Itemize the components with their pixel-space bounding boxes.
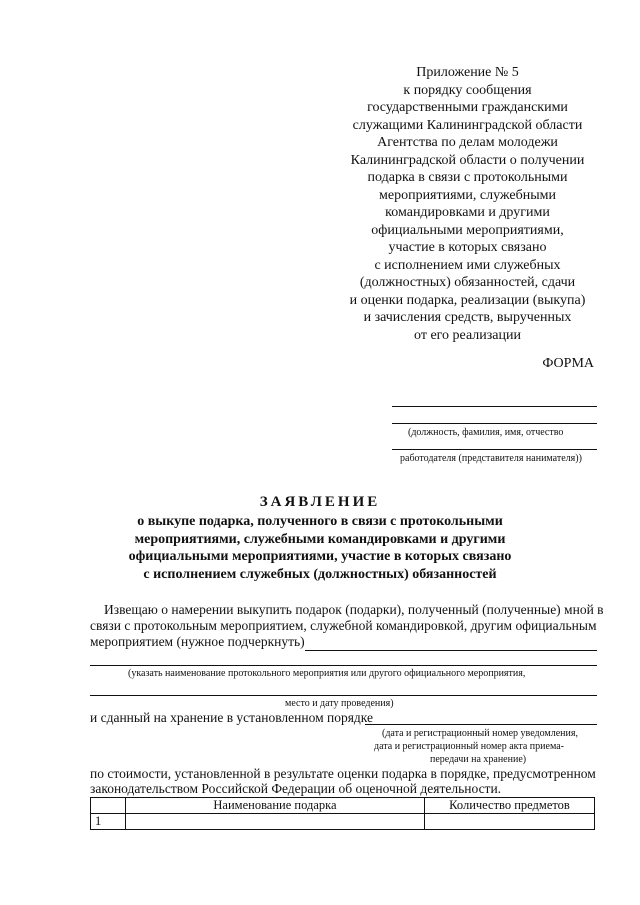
event-place-hint: место и дату проведения) bbox=[285, 698, 394, 709]
appendix-line: участие в которых связано bbox=[388, 240, 547, 255]
subject-line: о выкупе подарка, полученного в связи с протокольными bbox=[137, 514, 503, 529]
subject-line: мероприятиями, служебными командировками и другими bbox=[134, 531, 506, 547]
appendix-line: командировками и другими bbox=[385, 205, 550, 220]
table-header-cell bbox=[91, 798, 126, 814]
appendix-line: подарка в связи с протокольными bbox=[367, 170, 568, 185]
addressee-line-2[interactable] bbox=[392, 423, 597, 424]
registration-hint-3: передачи на хранение) bbox=[430, 754, 527, 765]
document-title: ЗАЯВЛЕНИЕ bbox=[259, 494, 381, 510]
appendix-line: государственными гражданскими bbox=[367, 100, 568, 115]
table-header-row bbox=[91, 798, 595, 814]
table-row bbox=[91, 814, 595, 830]
table-cell: 1 bbox=[91, 814, 126, 830]
table-cell[interactable] bbox=[126, 814, 425, 830]
form-label: ФОРМА bbox=[542, 356, 594, 371]
appendix-line: и оценки подарка, реализации (выкупа) bbox=[349, 292, 586, 308]
appendix-line: Калининградской области о получении bbox=[350, 152, 585, 168]
appendix-line: официальными мероприятиями, bbox=[371, 222, 564, 238]
addressee-line-3[interactable] bbox=[392, 449, 597, 450]
appendix-header bbox=[330, 64, 605, 344]
appendix-line: с исполнением ими служебных bbox=[374, 257, 561, 273]
subject-line: с исполнением служебных (должностных) обязанностей bbox=[143, 566, 497, 582]
registration-hint-1: (дата и регистрационный номер уведомления, bbox=[382, 728, 578, 739]
addressee-caption-2: работодателя (представителя нанимателя)) bbox=[400, 453, 582, 464]
appendix-line: Приложение № 5 bbox=[416, 65, 519, 80]
event-name-field[interactable] bbox=[90, 665, 597, 666]
event-name-hint: (указать наименование протокольного мероприятия или другого официального мероприятия, bbox=[128, 668, 526, 679]
appendix-line: (должностных) обязанностей, сдачи bbox=[359, 275, 576, 290]
event-type-field[interactable] bbox=[305, 650, 597, 651]
addressee-caption-1: (должность, фамилия, имя, отчество bbox=[408, 427, 564, 438]
appendix-line: Агентства по делам молодежи bbox=[377, 135, 558, 150]
document-subject bbox=[90, 513, 550, 583]
table-header-cell: Количество предметов bbox=[425, 798, 595, 814]
addressee-line-1[interactable] bbox=[392, 406, 597, 407]
subject-line: официальными мероприятиями, участие в которых связано bbox=[128, 549, 512, 564]
body-line: законодательством Российской Федерации об оценочной деятельности. bbox=[90, 781, 502, 796]
body-line: связи с протокольным мероприятием, служебной командировкой, другим официальным bbox=[90, 618, 597, 633]
gifts-table bbox=[90, 797, 595, 830]
body-line: по стоимости, установленной в результате оценки подарка в порядке, предусмотренном bbox=[90, 766, 596, 781]
registration-field[interactable] bbox=[365, 724, 597, 725]
appendix-line: мероприятиями, служебными bbox=[379, 187, 556, 203]
event-place-field[interactable] bbox=[90, 695, 597, 696]
appendix-line: к порядку сообщения bbox=[403, 82, 532, 98]
registration-hint-2: дата и регистрационный номер акта приема- bbox=[374, 741, 564, 752]
appendix-line: и зачисления средств, вырученных bbox=[363, 310, 572, 325]
appendix-line: от его реализации bbox=[414, 327, 521, 343]
body-line: и сданный на хранение в установленном порядке bbox=[90, 710, 374, 725]
body-line: Извещаю о намерении выкупить подарок (подарки), полученный (полученные) мной в bbox=[104, 602, 604, 617]
appendix-line: служащими Калининградской области bbox=[352, 117, 583, 133]
table-header-cell: Наименование подарка bbox=[126, 798, 425, 814]
table-cell[interactable] bbox=[425, 814, 595, 830]
body-line: мероприятием (нужное подчеркнуть) bbox=[90, 634, 305, 649]
